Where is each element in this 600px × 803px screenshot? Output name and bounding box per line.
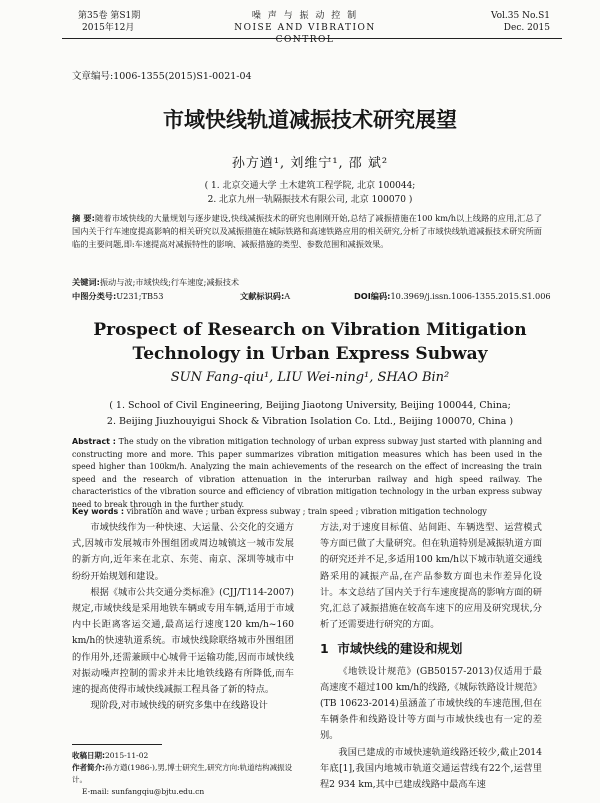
keywords-cn-label: 关键词: [72, 277, 100, 287]
classification-row [72, 291, 551, 303]
abstract-cn [72, 212, 542, 251]
keywords-en-label: Key words : [72, 507, 125, 516]
keywords-cn [72, 276, 542, 289]
journal-name-cn: 噪 声 与 振 动 控 制 [251, 11, 359, 21]
code-value: A [284, 291, 291, 301]
received-label: 收稿日期: [72, 751, 105, 760]
abstract-cn-label: 摘 要: [72, 213, 95, 223]
received-date [72, 750, 294, 762]
code-label: 文献标识码: [240, 291, 285, 301]
keywords-en [72, 505, 542, 518]
authors-cn: 孙方遒¹, 刘维宁¹, 邵 斌² [231, 156, 389, 171]
clc-number [72, 291, 163, 302]
doi-label: DOI编码: [354, 291, 391, 301]
clc-value: U231;TB53 [116, 291, 164, 301]
doi-value: 10.3969/j.issn.1006-1355.2015.S1.006 [390, 291, 551, 301]
author-bio [72, 762, 294, 786]
running-header-right [470, 10, 550, 34]
section-title: 市域快线的建设和规划 [337, 641, 463, 657]
title-en: Prospect of Research on Vibration Mitigation Technology in Urban Express Subway [93, 320, 527, 364]
section-number: 1 [320, 641, 329, 657]
keywords-cn-text: 振动与波;市域快线;行车速度;减振技术 [99, 277, 240, 287]
title-cn: 市域快线轨道减振技术研究展望 [163, 108, 457, 132]
clc-label: 中图分类号: [72, 291, 117, 301]
body-left-column [72, 520, 294, 714]
author-bio-label: 作者简介: [72, 763, 105, 772]
document-code [240, 291, 290, 302]
section-heading [320, 641, 542, 657]
abstract-en [72, 436, 542, 511]
keywords-en-text: vibration and wave ; urban express subway ; train speed ; vibration mitigation technology [126, 507, 487, 516]
affiliation-en-2: 2. Beijing Jiuzhouyigui Shock & Vibration Isolation Co. Ltd., Beijing 100070, China ) [106, 416, 514, 427]
header-rule [62, 38, 562, 39]
date-en: Dec. 2015 [503, 23, 550, 33]
footnote [72, 750, 294, 798]
volume-issue-en: Vol.35 No.S1 [490, 11, 550, 21]
authors-en: SUN Fang-qiu¹, LIU Wei-ning¹, SHAO Bin² [170, 370, 450, 385]
date-cn: 2015年12月 [82, 23, 135, 33]
doi [354, 291, 551, 302]
body-paragraph: 现阶段,对市域快线的研究多集中在线路设计 [90, 700, 268, 712]
running-header-center [210, 10, 400, 46]
author-email: E-mail: sunfangqiu@bjtu.edu.cn [82, 787, 205, 796]
footnote-rule [72, 744, 162, 745]
body-right-column [320, 520, 542, 793]
abstract-cn-text: 随着市域快线的大量规划与逐步建设,快线减振技术的研究也刚刚开始,总结了减振措施在100 km/h以上线路的应用,汇总了国内关于行车速度提高影响的相关研究以及减振措施在城际铁路和高速铁路应用的相关研究,分析了市域快线轨道减振技术研究所面临的主要问题,即:车速提高对减振特性的影响、减振措施的类型、参数范围和减振效果。 [72, 213, 543, 249]
body-paragraph: 《地铁设计规范》(GB50157-2013)仅适用于最高速度不超过100 km/h的线路,《城际铁路设计规范》(TB 10623-2014)虽涵盖了市域快线的车速范围,但在车辆条件和线路设计等方面与市域快线也有一定的差别。 [320, 665, 542, 742]
body-paragraph: 根据《城市公共交通分类标准》(CJJ/T114-2007)规定,市域快线是采用地铁车辆或专用车辆,适用于市域内中长距离客运交通,最高运行速度120 km/h~160 km/h的快速轨道系统。市域快线除联络城市外围组团的作用外,还需兼顾中心城骨干运输功能,因而市域快线对振动噪声控制的需求并未比地铁线路有所降低,而车速的提高使得市域快线减振工程具备了新的特点。 [72, 586, 294, 696]
received-value: 2015-11-02 [105, 751, 149, 760]
body-paragraph: 我国已建成的市域快速轨道线路还较少,截止2014年底[1],我国内地城市轨道交通运营线有22个,运营里程2 934 km,其中已建成线路中最高车速 [320, 746, 542, 791]
journal-name-en: NOISE AND VIBRATION CONTROL [234, 23, 376, 45]
abstract-en-text: The study on the vibration mitigation technology of urban express subway just started with planning and constructing more and more. This paper summarizes vibration mitigation measures which has been used in the speed higher than 100km/h. Analyzing the main achievements of the research on the effect of increasing the train speed and the research of vibration attenuation in the interurban railway and high speed railway. The characteristics of the vibration source and efficiency of vibration mitigation technology in the urban express subway need to break through in the further study. [72, 437, 543, 509]
running-header-left [78, 10, 140, 34]
affiliation-en-1: ( 1. School of Civil Engineering, Beijing Jiaotong University, Beijing 100044, China; [109, 400, 511, 411]
affiliation-cn-2: 2. 北京九州一轨隔振技术有限公司, 北京 100070 ) [207, 195, 413, 205]
body-paragraph: 方法,对于速度目标值、站间距、车辆选型、运营模式等方面已做了大量研究。但在轨道特别是减振轨道方面的研究还并不足,多适用100 km/h以下城市轨道交通线路采用的减振产品,在产品参数方面也未作差异化设计。本文总结了国内关于行车速度提高的影响方面的研究,汇总了减振措施在较高车速下的应用及研究现状,分析了还需要进行研究的方面。 [320, 522, 542, 631]
abstract-en-label: Abstract : [72, 437, 116, 446]
volume-issue-cn: 第35卷 第S1期 [78, 11, 141, 21]
author-bio-text: 孙方遒(1986-),男,博士研究生,研究方向:轨道结构减振设计。 [72, 763, 293, 784]
article-number: 文章编号:1006-1355(2015)S1-0021-04 [72, 71, 252, 82]
affiliation-cn-1: ( 1. 北京交通大学 土木建筑工程学院, 北京 100044; [204, 181, 416, 191]
body-paragraph: 市域快线作为一种快速、大运量、公交化的交通方式,因城市发展城市外围组团或周边城镇这一城市发展的新方向,近年来在北京、东莞、南京、深圳等城市中纷纷开始规划和建设。 [72, 522, 294, 582]
